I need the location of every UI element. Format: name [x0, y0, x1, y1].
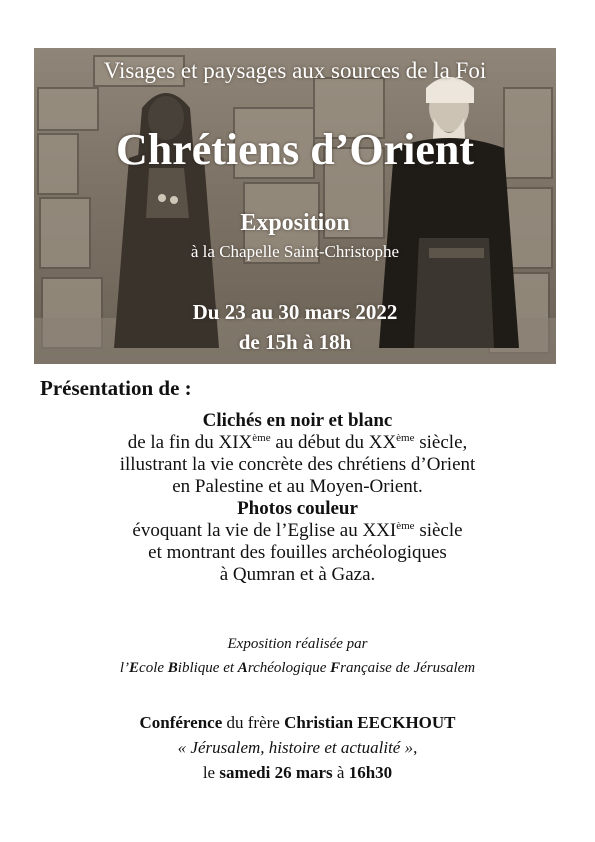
exhibition-banner: [34, 48, 556, 364]
banner-exposition: Exposition: [240, 210, 350, 236]
conference-line-2: « Jérusalem, histoire et actualité »,: [177, 738, 418, 757]
description-heading-bw: Clichés en noir et blanc: [202, 410, 393, 431]
conference-line-3: le samedi 26 mars à 16h30: [202, 763, 393, 782]
description-heading-color: Photos couleur: [237, 498, 358, 519]
banner-dates: Du 23 au 30 mars 2022: [192, 300, 398, 324]
description-line-2: illustrant la vie concrète des chrétiens d’Orient: [119, 454, 476, 475]
banner-title: Chrétiens d’Orient: [115, 125, 475, 174]
conference-block: [0, 710, 595, 785]
credit-line-2: l’Ecole Biblique et Archéologique Française de Jérusalem: [119, 660, 476, 676]
conference-line-1: Conférence du frère Christian EECKHOUT: [139, 713, 456, 732]
credit-line-1: Exposition réalisée par: [227, 636, 368, 652]
banner-subtitle: Visages et paysages aux sources de la Foi: [103, 58, 487, 83]
description-line-1: de la fin du XIXème au début du XXème siècle,: [127, 432, 468, 453]
description-block: [0, 410, 595, 586]
description-line-6: à Qumran et à Gaza.: [219, 564, 376, 585]
banner-venue: à la Chapelle Saint-Christophe: [190, 242, 400, 261]
presentation-heading: Présentation de :: [40, 376, 192, 400]
banner-hours: de 15h à 18h: [238, 330, 352, 354]
description-line-5: et montrant des fouilles archéologiques: [148, 542, 447, 563]
description-line-4: évoquant la vie de l’Eglise au XXIème siècle: [132, 520, 463, 541]
description-line-3: en Palestine et au Moyen-Orient.: [172, 476, 423, 497]
